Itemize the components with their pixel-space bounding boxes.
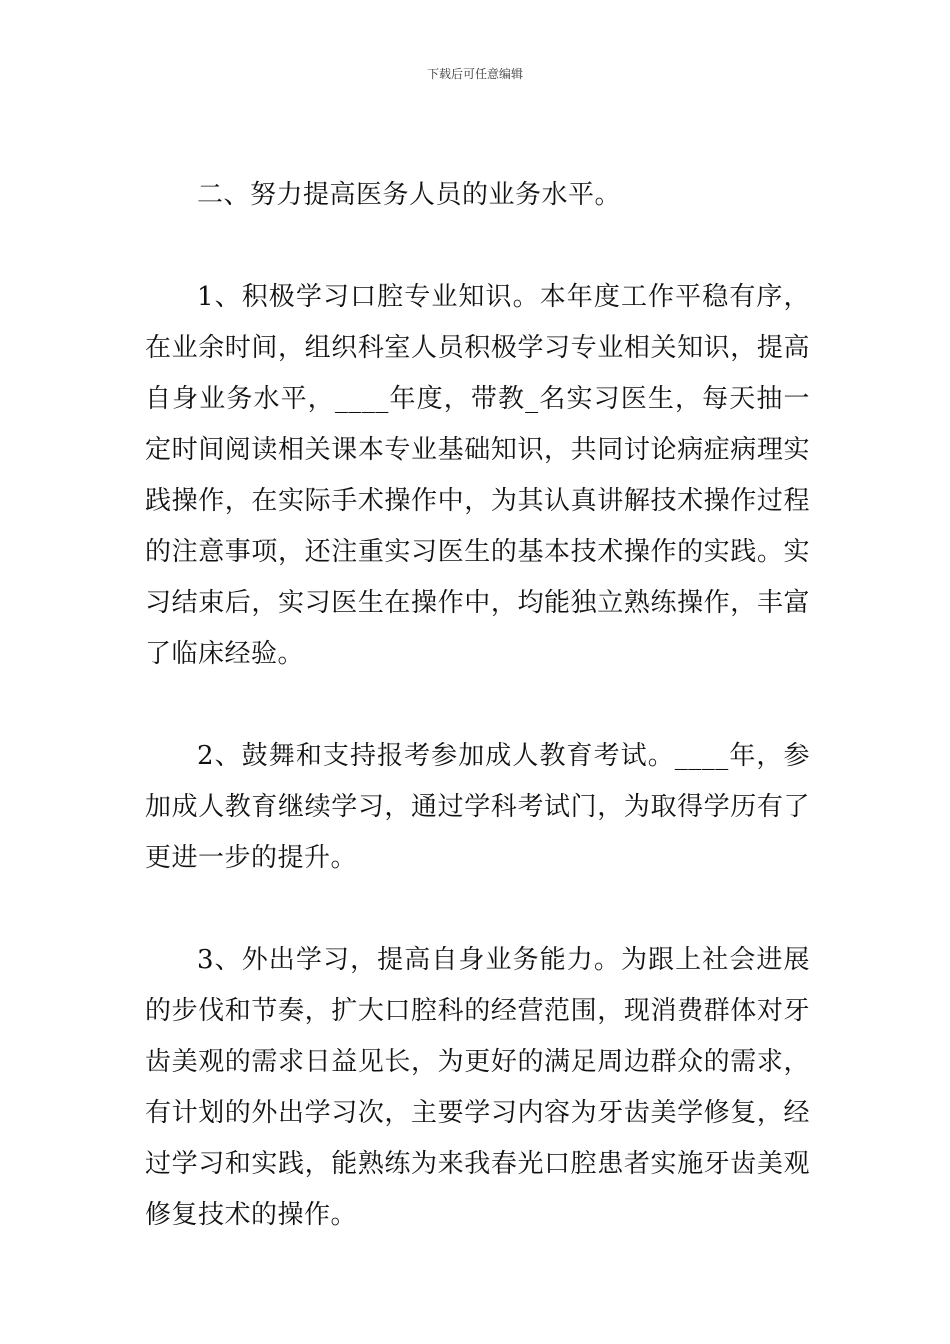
paragraph-spacer [145,884,810,935]
document-body [145,170,810,1241]
section-heading: 二、努力提高医务人员的业务水平。 [197,180,622,210]
paragraph-3: 3、外出学习，提高自身业务能力。为跟上社会进展的步伐和节奏，扩大口腔科的经营范围，现消费群体对牙齿美观的需求日益见长，为更好的满足周边群众的需求，有计划的外出学习次，主要学习内容为牙齿美学修复，经过学习和实践，能熟练为来我春光口腔患者实施牙齿美观修复技术的操作。 [145,945,810,1230]
paragraph-spacer [145,680,810,731]
paragraph-2: 2、鼓舞和支持报考参加成人教育考试。____年，参加成人教育继续学习，通过学科考试门，为取得学历有了更进一步的提升。 [145,741,810,873]
paragraph-1: 1、积极学习口腔专业知识。本年度工作平稳有序，在业余时间，组织科室人员积极学习专业相关知识，提高自身业务水平，____年度，带教_名实习医生，每天抽一定时间阅读相关课本专业基础知识，共同讨论病症病理实践操作，在实际手术操作中，为其认真讲解技术操作过程的注意事项，还注重实习医生的基本技术操作的实践。实习结束后，实习医生在操作中，均能独立熟练操作，丰富了临床经验。 [145,282,810,669]
paragraph-spacer [145,221,810,272]
header-note: 下载后可任意编辑 [426,67,523,81]
